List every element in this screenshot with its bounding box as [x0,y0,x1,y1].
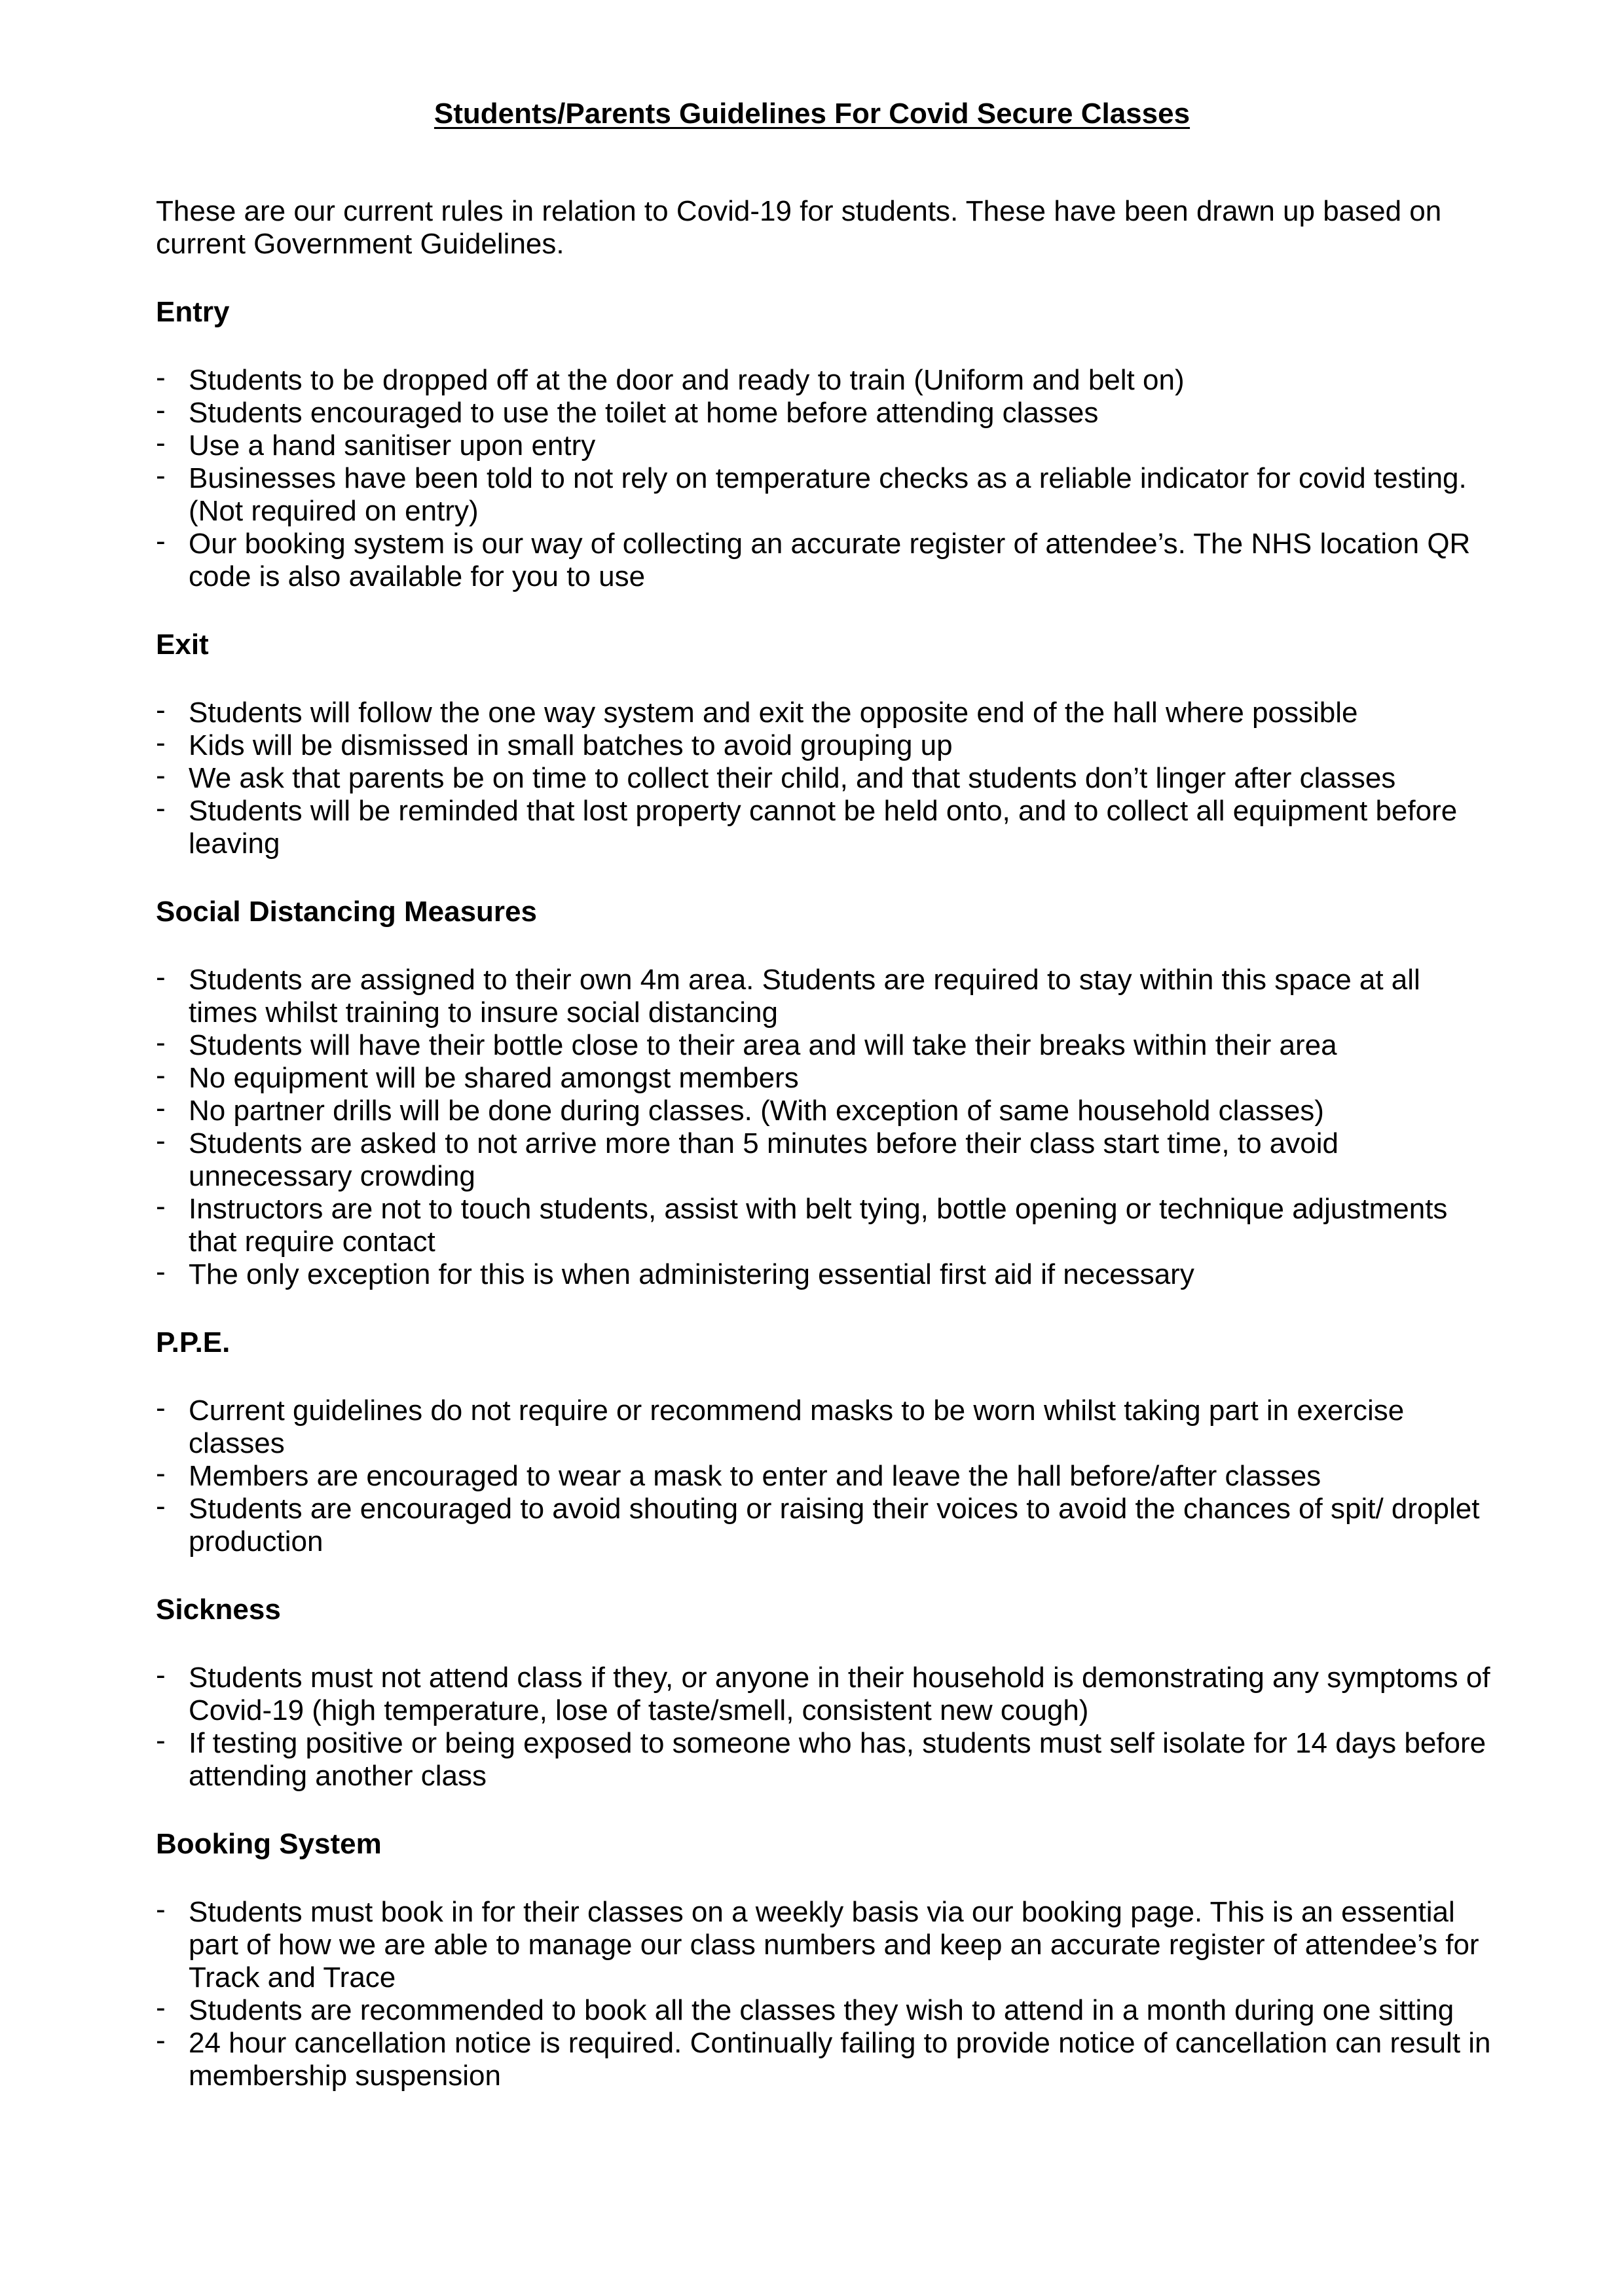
list-item-text: Businesses have been told to not rely on temperature checks as a reliable indicator for covid testing. (Not required on entry) [189,462,1467,527]
bullet-dash: - [156,361,166,393]
bullet-dash: - [156,759,166,792]
bullet-dash: - [156,1092,166,1124]
list-item-text: Students to be dropped off at the door and ready to train (Uniform and belt on) [189,364,1185,396]
bullet-list [156,961,1492,1291]
list-item-text: No partner drills will be done during classes. (With exception of same household classes) [189,1095,1324,1127]
list-item [156,429,1492,462]
list-item-text: Our booking system is our way of collecting an accurate register of attendee’s. The NHS location QR code is also available for you to use [189,528,1471,592]
list-item-text: If testing positive or being exposed to someone who has, students must self isolate for 14 days before attending another class [189,1727,1486,1792]
bullet-dash: - [156,1059,166,1091]
list-item [156,1659,1492,1727]
bullet-dash: - [156,1724,166,1757]
list-item [156,1893,1492,1994]
section-entry [156,296,1492,593]
bullet-dash: - [156,1125,166,1157]
section-exit [156,629,1492,860]
list-item-text: Students are assigned to their own 4m area. Students are required to stay within this space at all times whilst training to insure social distancing [189,964,1420,1029]
bullet-dash: - [156,1256,166,1288]
section-sickness [156,1594,1492,1793]
bullet-dash: - [156,727,166,759]
section-heading: Social Distancing Measures [156,896,537,928]
list-item-text: Students encouraged to use the toilet at home before attending classes [189,397,1099,429]
list-item [156,1059,1492,1095]
document-body [156,195,1492,2128]
list-item [156,394,1492,429]
list-item [156,2024,1492,2092]
list-item [156,525,1492,593]
section-social-distancing [156,896,1492,1291]
list-item [156,1258,1492,1291]
section-booking-system [156,1828,1492,2092]
bullet-list [156,1893,1492,2092]
bullet-dash: - [156,961,166,993]
list-item [156,1092,1492,1127]
bullet-dash: - [156,1659,166,1691]
bullet-dash: - [156,460,166,492]
section-heading: P.P.E. [156,1326,231,1358]
bullet-list [156,1659,1492,1793]
section-heading: Booking System [156,1828,382,1860]
list-item [156,792,1492,860]
bullet-dash: - [156,1490,166,1522]
document-title: Students/Parents Guidelines For Covid Secure Classes [434,98,1190,130]
bullet-list [156,361,1492,593]
section-heading: Exit [156,629,209,661]
list-item-text: Current guidelines do not require or recommend masks to be worn whilst taking part in exercise classes [189,1394,1405,1459]
list-item-text: Kids will be dismissed in small batches to avoid grouping up [189,729,953,761]
list-item [156,1190,1492,1258]
list-item-text: Students are encouraged to avoid shouting or raising their voices to avoid the chances of spit/ droplet production [189,1493,1480,1558]
bullet-dash: - [156,1392,166,1424]
bullet-dash: - [156,2024,166,2056]
bullet-dash: - [156,525,166,557]
list-item [156,961,1492,1029]
list-item [156,694,1492,729]
list-item [156,1394,1492,1460]
list-item [156,759,1492,795]
list-item-text: Students will be reminded that lost property cannot be held onto, and to collect all equipment before leaving [189,795,1458,860]
bullet-dash: - [156,427,166,459]
list-item [156,729,1492,762]
section-ppe [156,1326,1492,1558]
list-item [156,1994,1492,2027]
bullet-dash: - [156,1992,166,2024]
list-item-text: No equipment will be shared amongst members [189,1062,799,1094]
list-item [156,1029,1492,1062]
list-item-text: Members are encouraged to wear a mask to enter and leave the hall before/after classes [189,1460,1321,1492]
list-item-text: Students must book in for their classes on a weekly basis via our booking page. This is an essential part of how we are able to manage our class numbers and keep an accurate register of attendee’s for Track and Trace [189,1896,1479,1994]
list-item [156,1127,1492,1193]
bullet-list [156,1394,1492,1558]
bullet-dash: - [156,1457,166,1489]
bullet-dash: - [156,1027,166,1059]
bullet-dash: - [156,792,166,824]
list-item-text: The only exception for this is when administering essential first aid if necessary [189,1258,1194,1290]
list-item-text: We ask that parents be on time to collect their child, and that students don’t linger after classes [189,762,1396,794]
list-item [156,1457,1492,1493]
bullet-dash: - [156,1893,166,1925]
bullet-dash: - [156,394,166,426]
list-item [156,361,1492,397]
bullet-dash: - [156,1190,166,1222]
list-item-text: 24 hour cancellation notice is required. Continually failing to provide notice of cancellation can result in membership suspension [189,2027,1491,2092]
list-item-text: Use a hand sanitiser upon entry [189,429,596,462]
bullet-list [156,694,1492,860]
list-item [156,1490,1492,1558]
section-heading: Entry [156,296,230,328]
list-item [156,462,1492,528]
list-item [156,1724,1492,1793]
intro-paragraph: These are our current rules in relation to Covid-19 for students. These have been drawn up based on current Government Guidelines. [156,195,1442,260]
list-item-text: Students will have their bottle close to their area and will take their breaks within their area [189,1029,1337,1061]
section-heading: Sickness [156,1594,281,1626]
list-item-text: Instructors are not to touch students, assist with belt tying, bottle opening or technique adjustments that require contact [189,1193,1448,1258]
bullet-dash: - [156,694,166,726]
list-item-text: Students are recommended to book all the classes they wish to attend in a month during one sitting [189,1994,1454,2026]
list-item-text: Students must not attend class if they, or anyone in their household is demonstrating any symptoms of Covid-19 (high temperature, lose of taste/smell, consistent new cough) [189,1662,1490,1726]
list-item-text: Students are asked to not arrive more than 5 minutes before their class start time, to avoid unnecessary crowding [189,1127,1338,1192]
list-item-text: Students will follow the one way system and exit the opposite end of the hall where possible [189,697,1358,729]
